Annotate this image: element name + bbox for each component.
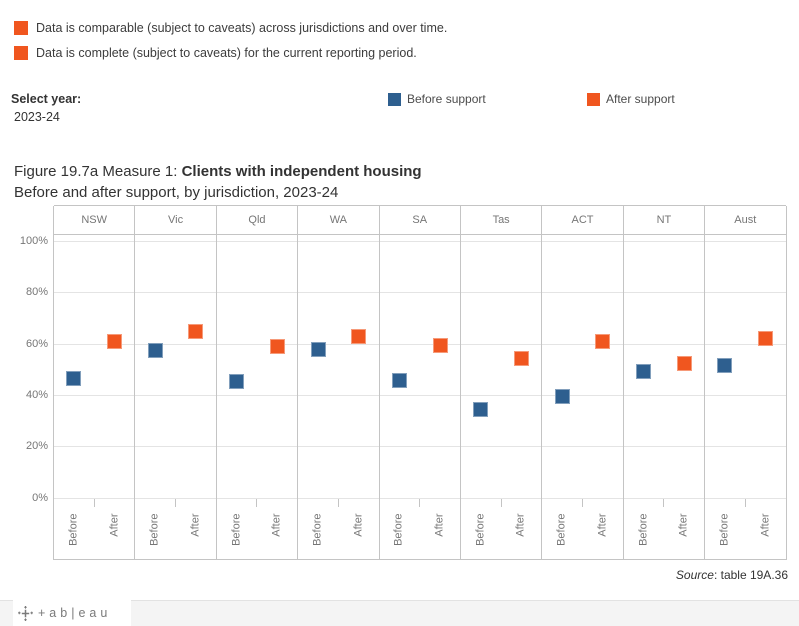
x-axis-label-after: After [677,513,690,537]
mark-nt-before[interactable] [636,364,651,379]
x-axis-label-after: After [108,513,121,537]
x-axis-label-before: Before [718,513,731,546]
x-axis-label-after: After [514,513,527,537]
panel-header-wa: WA [329,214,347,226]
caveat-item-label: Data is complete (subject to caveats) for the current reporting period. [36,46,417,60]
mark-aust-before[interactable] [717,358,732,373]
gridline [54,292,787,293]
gridline [54,395,787,396]
gridline [54,446,787,447]
mark-wa-after[interactable] [351,329,366,344]
figure-title-line1: Figure 19.7a Measure 1: Clients with independent housing [14,163,422,180]
mark-vic-after[interactable] [188,324,203,339]
mark-qld-before[interactable] [229,374,244,389]
mark-act-before[interactable] [555,389,570,404]
axis-tick [501,499,502,507]
axis-tick [419,499,420,507]
legend-item-label: After support [606,92,675,106]
y-axis-label: 100% [19,235,48,247]
panel-divider [379,206,380,560]
panel-border [54,559,787,560]
gridline [54,241,787,242]
panel-header-nsw: NSW [81,214,108,226]
gridline [54,344,787,345]
panel-header-sa: SA [412,214,428,226]
panel-header-qld: Qld [248,214,266,226]
mark-nsw-after[interactable] [107,334,122,349]
panel-divider [623,206,624,560]
mark-tas-before[interactable] [473,402,488,417]
x-axis-label-after: After [759,513,772,537]
mark-aust-after[interactable] [758,331,773,346]
mark-vic-before[interactable] [148,343,163,358]
x-axis-label-before: Before [474,513,487,546]
axis-tick [338,499,339,507]
source-note: Source: table 19A.36 [675,568,788,582]
y-axis-label: 40% [25,388,48,401]
x-axis-label-after: After [189,513,202,537]
y-axis-label: 0% [32,491,48,504]
legend-item-label: Before support [407,92,486,106]
axis-tick [94,499,95,507]
x-axis-label-before: Before [148,513,161,546]
mark-sa-after[interactable] [433,338,448,353]
panel-divider [134,206,135,560]
panel-border [54,234,787,235]
mark-qld-after[interactable] [270,339,285,354]
axis-tick [745,499,746,507]
figure-subtitle: Before and after support, by jurisdiction, 2023-24 [14,184,339,201]
axis-tick [582,499,583,507]
axis-tick [256,499,257,507]
figure-title-bold: Clients with independent housing [181,163,422,180]
tableau-logo[interactable] [13,600,131,626]
y-axis-label: 80% [25,286,48,299]
panel-divider [297,206,298,560]
x-axis-label-before: Before [392,513,405,546]
mark-act-after[interactable] [595,334,610,349]
x-axis-label-after: After [596,513,609,537]
x-axis-label-before: Before [555,513,568,546]
panel-header-vic: Vic [168,214,184,226]
caveat-item-label: Data is comparable (subject to caveats) across jurisdictions and over time. [36,21,448,35]
panel-divider [460,206,461,560]
year-select[interactable]: 2023-24 [14,110,60,124]
x-axis-label-after: After [352,513,365,537]
panel-divider [786,206,787,560]
panel-header-tas: Tas [492,214,510,226]
panel-divider [216,206,217,560]
y-axis-label: 20% [25,440,48,453]
x-axis-label-before: Before [311,513,324,546]
x-axis-label-before: Before [230,513,243,546]
mark-sa-before[interactable] [392,373,407,388]
panel-header-nt: NT [656,214,672,226]
tableau-wordmark: +ab|eau [38,606,112,620]
axis-tick [663,499,664,507]
mark-wa-before[interactable] [311,342,326,357]
tableau-mark-icon [18,606,33,621]
mark-tas-after[interactable] [514,351,529,366]
mark-nsw-before[interactable] [66,371,81,386]
panel-divider [541,206,542,560]
mark-nt-after[interactable] [677,356,692,371]
x-axis-label-before: Before [67,513,80,546]
select-year-label: Select year: [11,92,82,106]
x-axis-label-before: Before [637,513,650,546]
x-axis-label-after: After [433,513,446,537]
panel-header-aust: Aust [734,214,757,226]
panel-divider [53,206,54,560]
panel-header-act: ACT [571,214,594,226]
axis-tick [175,499,176,507]
y-axis-label: 60% [25,337,48,350]
panel-divider [704,206,705,560]
x-axis-label-after: After [270,513,283,537]
